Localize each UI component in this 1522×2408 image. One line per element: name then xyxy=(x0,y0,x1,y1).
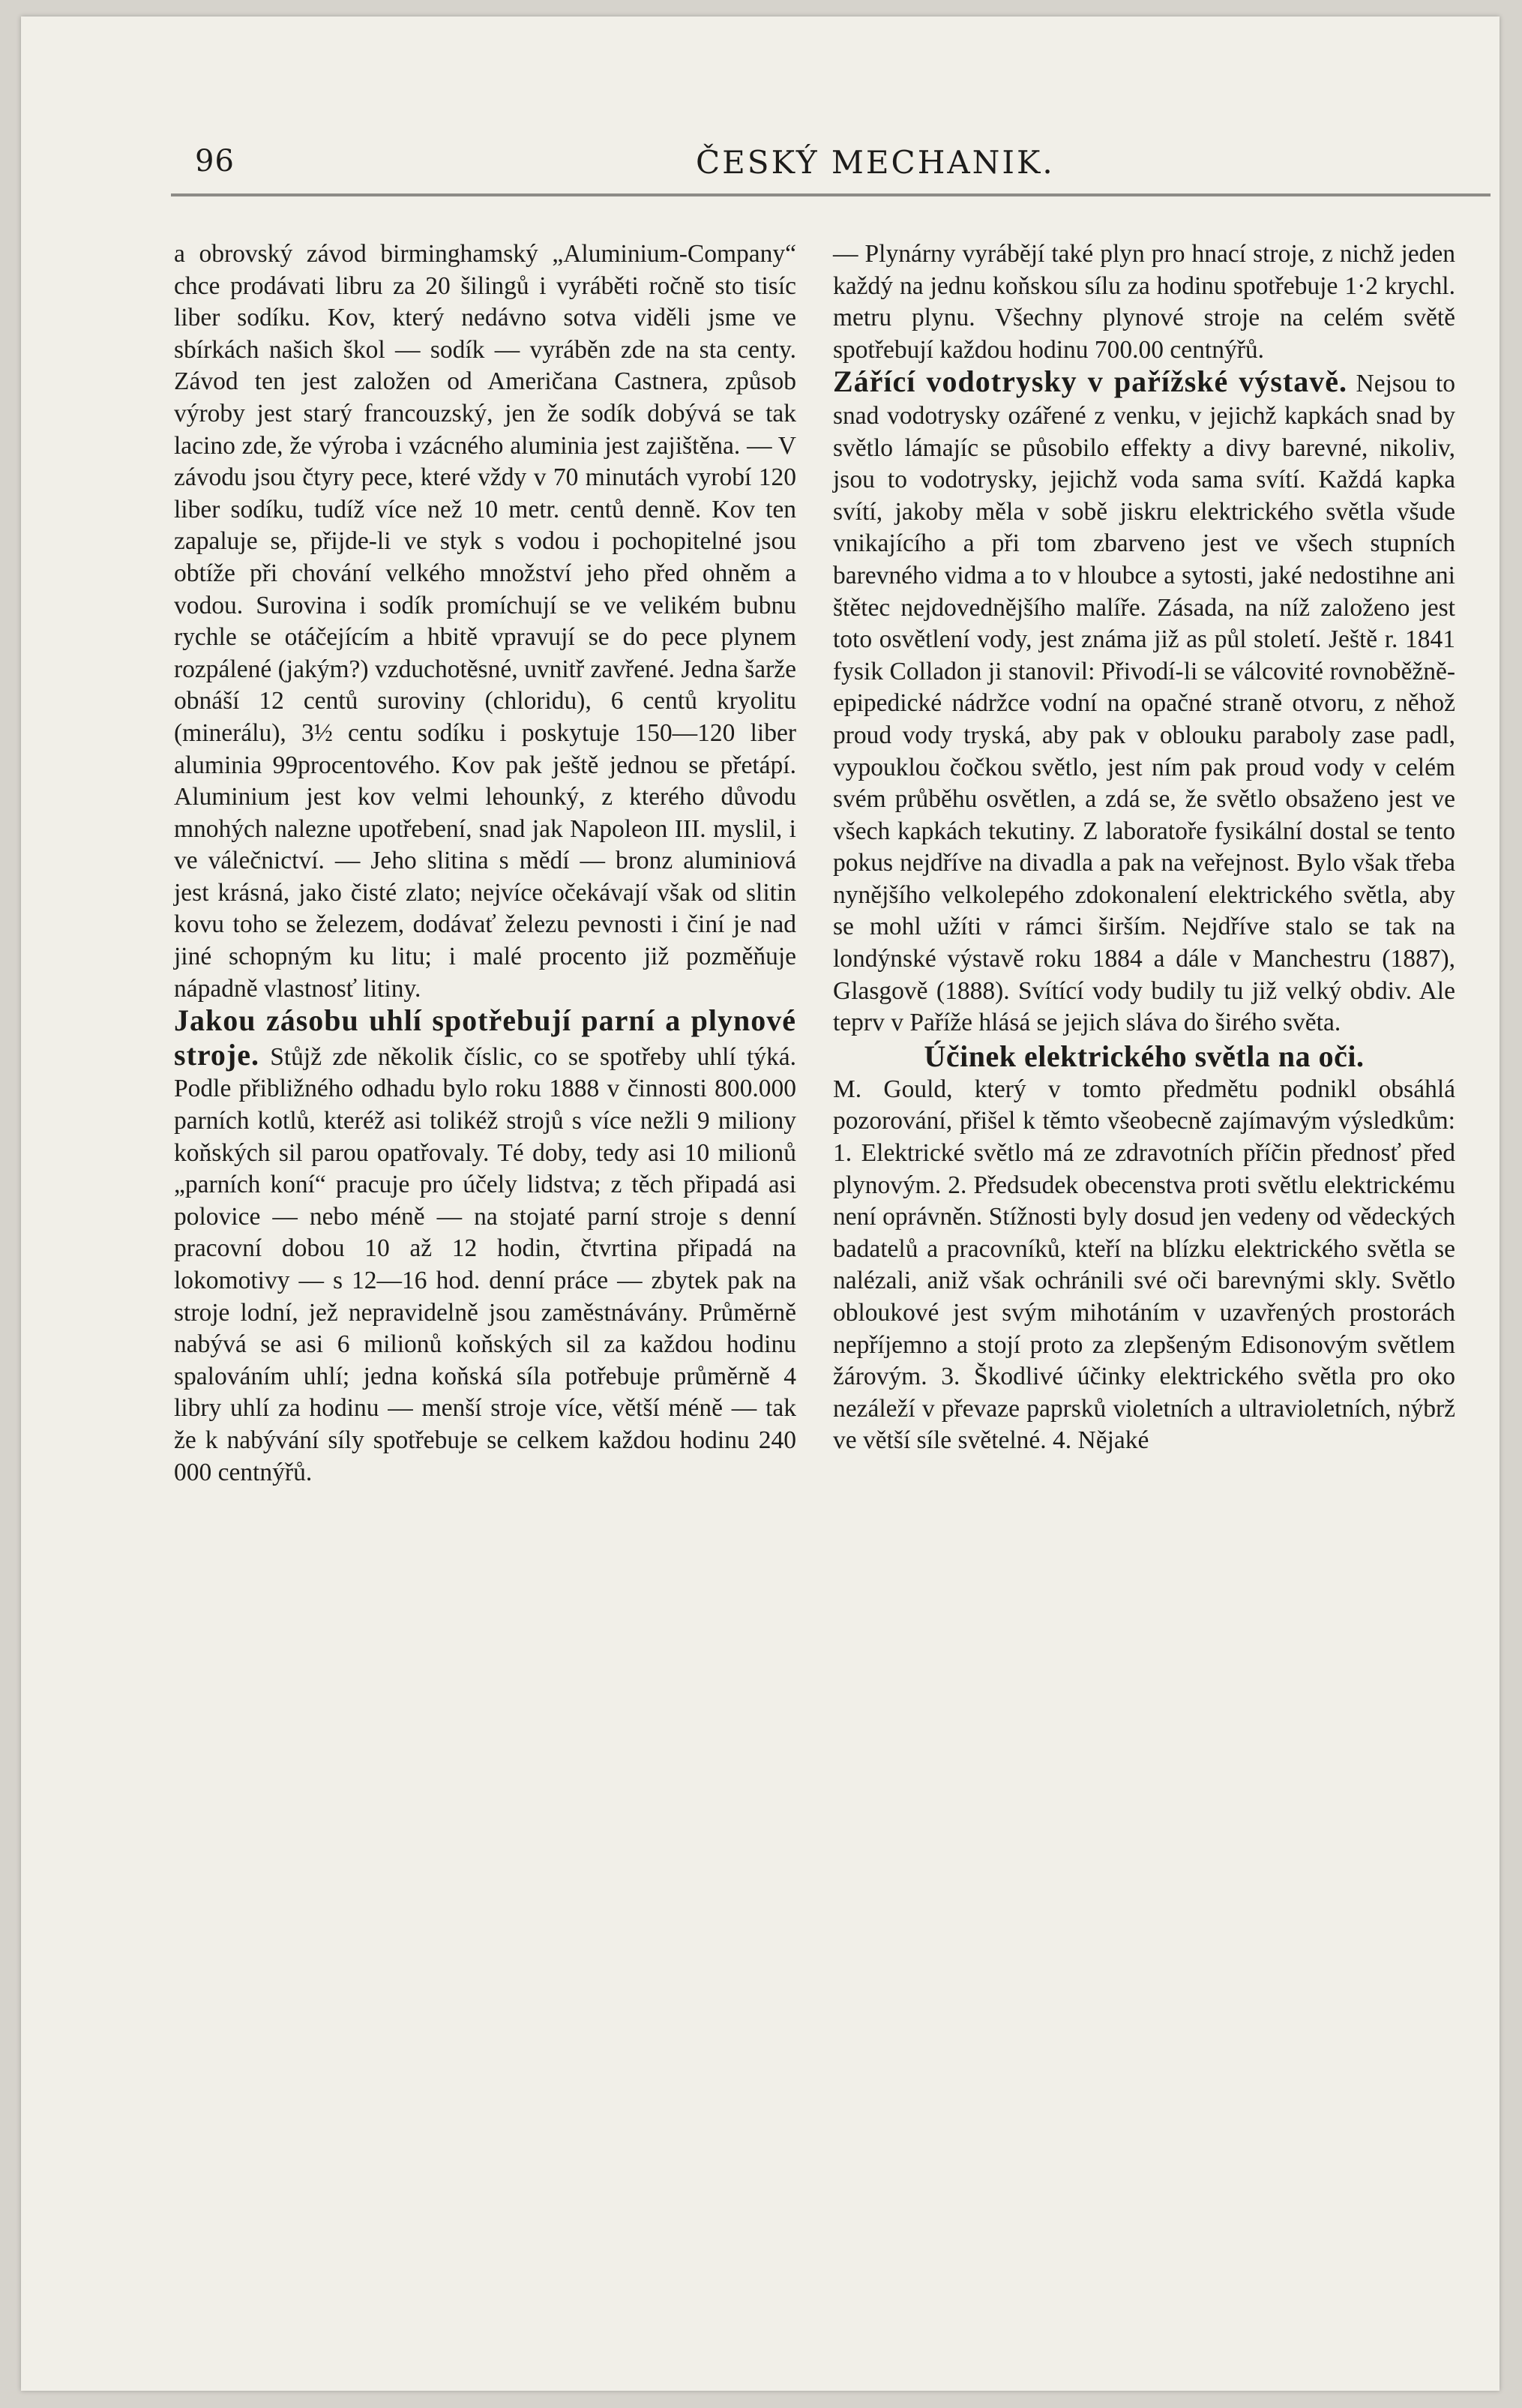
heading-electric-light-eyes: Účinek elektrického světla na oči. xyxy=(924,1039,1365,1073)
right-column xyxy=(833,238,1455,1457)
page-number: 96 xyxy=(195,144,235,178)
article-fountains-text: Nejsou to snad vodotrysky ozářené z venku, v jejichž kapkách snad by světlo lámajíc se působilo effekty a divy barevné, nikoliv, jsou to vodotrysky, jejichž voda sama svítí. Každá kapka svítí, jakoby měla v sobě jiskru elektrického světla všude vnikajícího a při tom zbarveno jest ve všech stupních barevného vidma a to v hloubce a sytosti, jaké nedostihne ani štětec nejdovednějšího malíře. Zásada, na níž založeno jest toto osvětlení vody, jest známa již as půl století. Ještě r. 1841 fysik Colladon ji stanovil: Přivodí-li se válcovité rovnoběžně-epipedické nádržce vodní na opačné straně otvoru, z něhož proud vody tryská, aby pak v oblouku paraboly zase padl, vypouklou čočkou světlo, jest ním pak proud vody v celém svém průběhu osvětlen, a zdá se, že světlo obsaženo jest ve všech kapkách tekutiny. Z laboratoře fysikální dostal se tento pokus nejdříve na divadla a pak na veřejnost. Bylo však třeba nynějšího velkolepého zdokonalení elektrického světla, aby se mohl užíti v rámci širším. Nejdříve stalo se tak na londýnské výstavě roku 1884 a dále v Manchestru (1887), Glasgově (1888). Svítící vody budily tu již velký obdiv. Ale teprv v Paříže hlásá se jejich sláva do širého světa. xyxy=(833,370,1455,1037)
running-title: ČESKÝ MECHANIK. xyxy=(696,144,1055,181)
page-header xyxy=(171,144,1491,189)
article-fountains xyxy=(833,366,1455,1039)
article-coal-consumption xyxy=(174,1005,796,1489)
heading-coal-consumption: Jakou zásobu uhlí spotřebují parní a plynové stroje. xyxy=(174,1003,796,1072)
left-column xyxy=(174,238,796,1489)
article-coal-consumption-text: Stůjž zde několik číslic, co se spotřeby uhlí týká. Podle přibližného odhadu bylo roku 1888 v činnosti 800.000 parních kotlů, kteréž asi tolikéž strojů s více nežli 9 miliony koňských sil parou opatřovaly. Té doby, tedy asi 10 milionů „parních koní“ pracuje pro účely lidstva; z těch připadá asi polovice — nebo méně — na stojaté parní stroje s denní pracovní dobou 10 až 12 hodin, čtvrtina připadá na lokomotivy — s 12—16 hod. denní práce — zbytek pak na stroje lodní, jež nepravidelně jsou zaměstnávány. Průměrně nabývá se asi 6 milionů koňských sil za každou hodinu spalováním uhlí; jedna koňská síla potřebuje průměrně 4 libry uhlí za hodinu — menší stroje více, větší méně — tak že k nabývání síly spotřebuje se celkem každou hodinu 240 000 centnýřů. xyxy=(174,1042,797,1486)
article-electric-light-text: M. Gould, který v tomto předmětu podnikl obsáhlá pozorování, přišel k těmto všeobecně zajímavým výsledkům: 1. Elektrické světlo má ze zdravotních příčin přednosť před plynovým. 2. Předsudek obecenstva proti světlu elektrickému není oprávněn. Stížnosti byly dosud jen vedeny od vědeckých badatelů a pracovníků, kteří na blízku elektrického světla se nalézali, aniž však ochránili své oči barevnými skly. Světlo obloukové jest svým mihotáním v uzavřených prostorách nepříjemno a stojí proto za zlepšeným Edisonovým světlem žárovým. 3. Škodlivé účinky elektrického světla pro oko nezáleží v převaze paprsků violetních a ultravioletních, nýbrž ve větší síle světelné. 4. Nějaké xyxy=(833,1075,1455,1455)
newspaper-page xyxy=(21,16,1500,2391)
article-aluminium-text: a obrovský závod birminghamský „Aluminium-Company“ chce prodávati libru za 20 šilingů i vyráběti ročně sto tisíc liber sodíku. Kov, který nedávno sotva viděli jsme ve sbírkách našich škol — sodík — vyráběn zde na sta centy. Závod ten jest založen od Američana Castnera, způsob výroby jest starý francouzský, jen že sodík dobývá se tak lacino zde, že výroba i vzácného aluminia jest zajištěna. — V závodu jsou čtyry pece, které vždy v 70 minutách vyrobí 120 liber sodíku, tudíž více než 10 metr. centů denně. Kov ten zapaluje se, přijde-li ve styk s vodou i pochopitelné jsou obtíže při chování velkého množství jeho před ohněm a vodou. Surovina i sodík promíchují se ve velikém bubnu rychle se otáčejícím a hbitě vpravují se do pece plynem rozpálené (jakým?) vzduchotěsné, uvnitř zavřené. Jedna šarže obnáší 12 centů suroviny (chloridu), 6 centů kryolitu (minerálu), 3½ centu sodíku i poskytuje 150—120 liber aluminia 99procentového. Kov pak ještě jednou se přetápí. Aluminium jest kov velmi lehounký, z kterého důvodu mnohých nalezne upotřebení, snad jak Napoleon III. myslil, i ve válečnictví. — Jeho slitina s mědí — bronz aluminiová jest krásná, jako čisté zlato; nejvíce očekávají však od slitin kovu toho se železem, dodávať železu pevnosti i činí je nad jiné schopným ku litu; i malé procento již pozměňuje nápadně vlastnosť litiny. xyxy=(174,240,796,1003)
header-rule xyxy=(171,193,1491,196)
article-gasworks-text: — Plynárny vyrábějí také plyn pro hnací stroje, z nichž jeden každý na jednu koňskou sílu za hodinu spotřebuje 1·2 krychl. metru plynu. Všechny plynové stroje na celém světě spotřebují každou hodinu 700.00 centnýřů. xyxy=(833,240,1455,364)
heading-luminous-fountains: Zářící vodotrysky v pařížské výstavě. xyxy=(833,364,1348,399)
